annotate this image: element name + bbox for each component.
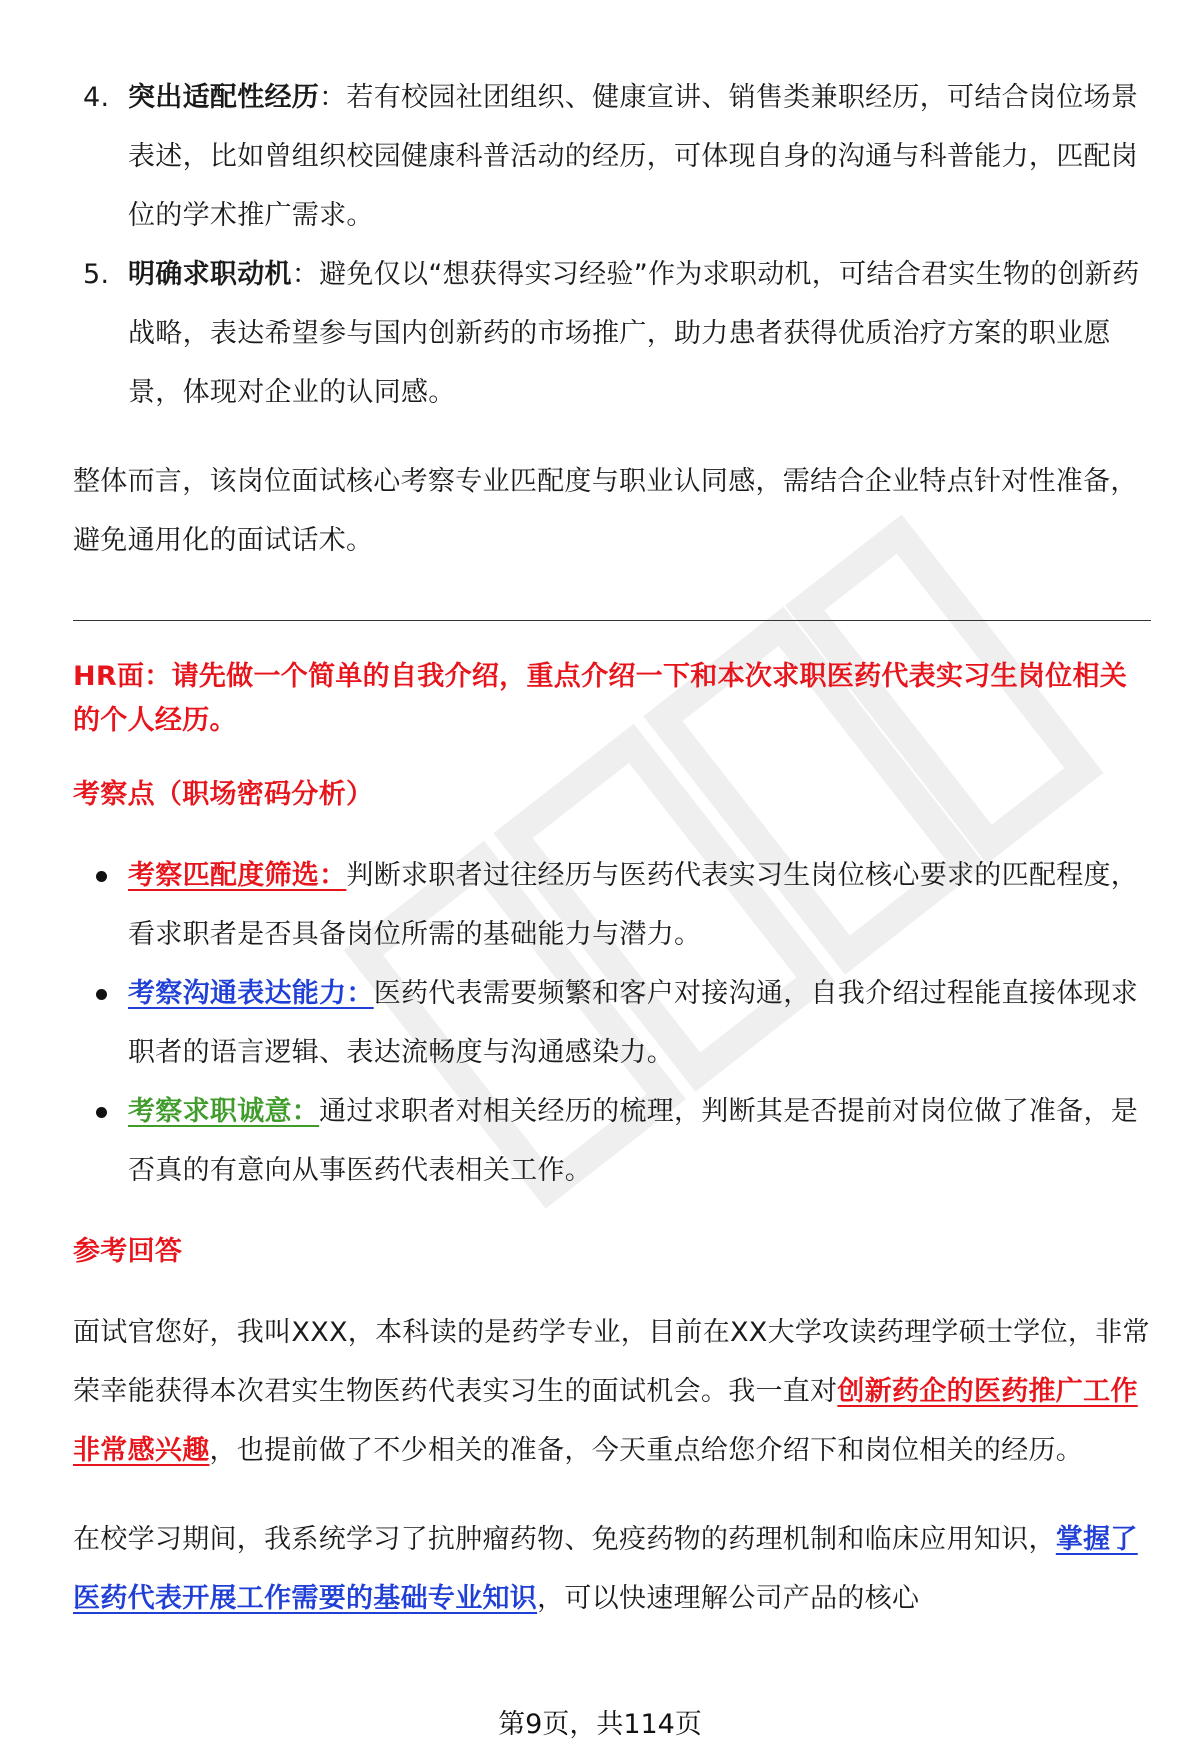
list-item <box>73 846 1151 964</box>
answer-title: 参考回答 <box>73 1236 183 1267</box>
analysis-title: 考察点（职场密码分析） <box>73 779 374 810</box>
bullet-dot-icon <box>96 989 107 1000</box>
bullet-dot-icon <box>96 871 107 882</box>
list-section <box>73 68 1151 570</box>
list-item-title: 突出适配性经历 <box>128 82 320 113</box>
list-item-title: 明确求职动机 <box>128 259 292 290</box>
page-footer: 第9页，共114页 <box>498 1709 702 1740</box>
list-item <box>73 964 1151 1082</box>
bullet-dot-icon <box>96 1107 107 1118</box>
bullet-text: 通过求职者对相关经历的梳理，判断其是否提前对岗位做了准备，是否真的有意向从事医药代表相关工作。 <box>128 1096 1139 1186</box>
answer-text: 在校学习期间，我系统学习了抗肿瘤药物、免疫药物的药理机制和临床应用知识， <box>73 1524 1056 1555</box>
list-item-text: 避免仅以“想获得实习经验”作为求职动机，可结合君实生物的创新药战略，表达希望参与国内创新药的市场推广，助力患者获得优质治疗方案的职业愿景，体现对企业的认同感。 <box>128 259 1140 408</box>
answer-highlight: 掌握了医药代表开展工作需要的基础专业知识 <box>73 1524 1138 1614</box>
list-number: 5. <box>83 259 110 290</box>
bullet-text: 医药代表需要频繁和客户对接沟通，自我介绍过程能直接体现求职者的语言逻辑、表达流畅度与沟通感染力。 <box>128 978 1139 1068</box>
list-item-text: 若有校园社团组织、健康宣讲、销售类兼职经历，可结合岗位场景表述，比如曾组织校园健康科普活动的经历，可体现自身的沟通与科普能力，匹配岗位的学术推广需求。 <box>128 82 1139 231</box>
list-item <box>73 245 1151 422</box>
interview-question-section <box>73 655 1151 1628</box>
list-number: 4. <box>83 82 110 113</box>
answer-paragraph-1 <box>73 1303 1151 1480</box>
answer-text: ，可以快速理解公司产品的核心 <box>537 1583 920 1614</box>
list-item-sep: ： <box>291 259 320 290</box>
answer-paragraph-2 <box>73 1510 1151 1628</box>
section-divider <box>73 620 1151 621</box>
answer-highlight: 创新药企的医药推广工作非常感兴趣 <box>73 1376 1138 1466</box>
tips-list <box>73 68 1151 422</box>
bullet-text: 判断求职者过往经历与医药代表实习生岗位核心要求的匹配程度，看求职者是否具备岗位所需的基础能力与潜力。 <box>128 860 1139 950</box>
summary-paragraph: 整体而言，该岗位面试核心考察专业匹配度与职业认同感，需结合企业特点针对性准备，避免通用化的面试话术。 <box>73 466 1138 556</box>
bullet-label: 考察沟通表达能力： <box>128 978 374 1009</box>
bullet-label: 考察求职诚意： <box>128 1096 320 1127</box>
answer-text: ，也提前做了不少相关的准备，今天重点给您介绍下和岗位相关的经历。 <box>209 1435 1084 1466</box>
analysis-list <box>73 846 1151 1200</box>
bullet-label: 考察匹配度筛选： <box>128 860 347 891</box>
question-title: HR面：请先做一个简单的自我介绍，重点介绍一下和本次求职医药代表实习生岗位相关的个人经历。 <box>73 661 1128 736</box>
list-item-sep: ： <box>319 82 347 113</box>
list-item <box>73 68 1151 245</box>
answer-text: 面试官您好，我叫XXX，本科读的是药学专业，目前在XX大学攻读药理学硕士学位，非常荣幸能获得本次君实生物医药代表实习生的面试机会。我一直对 <box>73 1317 1150 1407</box>
list-item <box>73 1082 1151 1200</box>
